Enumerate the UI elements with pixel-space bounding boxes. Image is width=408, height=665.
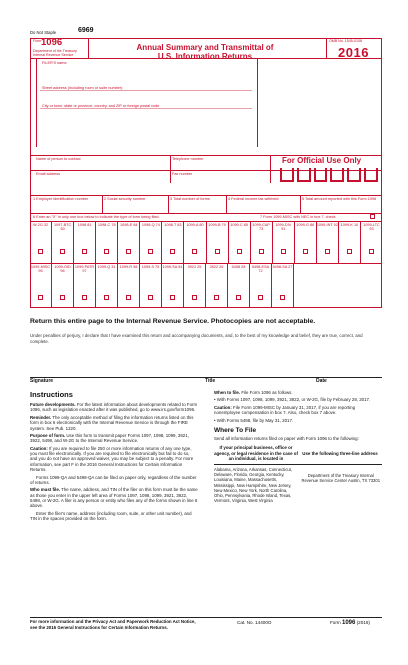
code-checkbox[interactable] xyxy=(258,295,263,300)
form-year: 2016 xyxy=(338,45,369,60)
who-must-file: Who must file. The name, address, and TIN of the filer on this form must be the same as those you enter in the upper left area of Forms 1097, 1098, 1099, 3921, 3922, 5498, or W-2G. A filer is any person or entity who files any of the forms shown in line 6 above. xyxy=(30,487,198,509)
code-cell: 1097-BTC 50 xyxy=(52,221,74,263)
official-use-box xyxy=(314,168,328,182)
where-text: Send all information returns filed on paper with Form 1096 to the following: xyxy=(214,435,359,441)
box1-label: 1 Employer identification number xyxy=(33,197,89,201)
footer-rule xyxy=(30,617,382,618)
code-cell: 1099-MISC 95 xyxy=(30,263,52,308)
code-cell: 5498-SA 27 xyxy=(272,263,294,308)
catalog-number: Cat. No. 14400O xyxy=(237,620,272,625)
fax-field[interactable] xyxy=(172,177,267,183)
code-checkbox[interactable] xyxy=(170,249,175,254)
email-field[interactable] xyxy=(36,177,166,183)
title-field[interactable] xyxy=(222,368,310,377)
irs-address: Department of the Treasury Internal Revenue Service Center Austin, TX 73301 xyxy=(301,472,381,483)
code-checkbox[interactable] xyxy=(60,249,65,254)
code-cell: 1099-S 75 xyxy=(140,263,162,308)
code-checkbox[interactable] xyxy=(192,295,197,300)
code-cell: 1098-Q 74 xyxy=(140,221,162,263)
telephone-field[interactable] xyxy=(172,162,267,170)
street-label: Street address (including room or suite number) xyxy=(42,86,123,90)
code-checkbox[interactable] xyxy=(214,295,219,300)
code-cell: 1098-E 84 xyxy=(118,221,140,263)
contact-name-label: Name of person to contact xyxy=(36,157,81,161)
title-line1: Annual Summary and Transmittal of xyxy=(136,43,274,52)
where-table-header xyxy=(214,445,382,465)
official-use-box xyxy=(297,168,311,182)
caution-misc: Caution: File Form 1099-MISC by January 31, 2017, if you are reporting nonemployee compensation in box 7. Also, check box 7 above. xyxy=(214,404,356,416)
footer-form: Form 1096 (2016) xyxy=(330,620,370,626)
code-cell: 1099-A 80 xyxy=(184,221,206,263)
code-checkbox[interactable] xyxy=(192,249,197,254)
code-cell: 3921 25 xyxy=(184,263,206,308)
code-cell: 1099-SA 94 xyxy=(162,263,184,308)
code-checkbox[interactable] xyxy=(215,249,220,254)
box4-label: 4 Federal income tax withheld xyxy=(228,197,279,201)
code-checkbox[interactable] xyxy=(82,249,87,254)
title-label: Title xyxy=(205,378,216,384)
date-field[interactable] xyxy=(332,368,382,377)
omb-code: 6969 xyxy=(78,27,94,34)
do-not-staple: Do Not Staple xyxy=(30,30,57,35)
when-item-2: • With Forms 5498, file by May 31, 2017. xyxy=(214,417,294,423)
col-address-header: Use the following three-line address xyxy=(302,451,378,457)
return-notice: Return this entire page to the Internal Revenue Service. Photocopies are not acceptable. xyxy=(30,318,316,325)
code-checkbox[interactable] xyxy=(237,249,242,254)
code-cell: 1099-INT 92 xyxy=(317,221,339,263)
title-line2: U.S. Information Returns xyxy=(157,52,253,61)
where-table-row xyxy=(214,467,382,504)
code-checkbox[interactable] xyxy=(325,249,330,254)
code-checkbox[interactable] xyxy=(347,249,352,254)
omb-number: OMB No. 1545-0108 xyxy=(329,39,362,43)
box5-label: 5 Total amount reported with this Form 1096 xyxy=(302,197,377,201)
official-use-box xyxy=(364,168,378,182)
code-checkbox[interactable] xyxy=(126,295,131,300)
code-cell: 1099-DIV 91 xyxy=(273,221,295,263)
code-checkbox[interactable] xyxy=(303,249,308,254)
code-cell: 1099-K 10 xyxy=(339,221,361,263)
email-label: Email address xyxy=(36,172,61,176)
col-location-header: If your principal business, office or agency, or legal residence in the case of an individual, is located in xyxy=(214,445,298,462)
code-checkbox[interactable] xyxy=(170,295,175,300)
caution: Caution: If you are required to file 250 or more information returns of any one type, you must file electronically. If you are required to file electronically but fail to do so, and you do not have an approved waiver, you may be subject to a penalty. For more information, see part F in the 2016 General Instructions for Certain Information Returns. xyxy=(30,445,194,473)
box3-label: 3 Total number of forms xyxy=(170,197,210,201)
code-checkbox[interactable] xyxy=(38,295,43,300)
code-cell: 1099-G 86 xyxy=(295,221,317,263)
enter-filer-info: Enter the filer's name, address (including room, suite, or other unit number), and TIN in the spaces provided on the form. xyxy=(30,510,192,522)
official-use-boxes xyxy=(280,168,378,182)
filer-name-field[interactable] xyxy=(42,66,247,78)
telephone-label: Telephone number xyxy=(172,157,204,161)
box7-checkbox[interactable] xyxy=(370,214,375,219)
box2-label: 2 Social security number xyxy=(104,197,146,201)
code-checkbox[interactable] xyxy=(280,295,285,300)
penalty-statement: Under penalties of perjury, I declare that I have examined this return and accompanying documents, and, to the best of my knowledge and belief, they are true, correct, and complete. xyxy=(30,333,363,344)
code-cell: 1099-PATR 97 xyxy=(74,263,96,308)
code-cell: 5498-ESA 72 xyxy=(250,263,272,308)
official-use-label: For Official Use Only xyxy=(282,156,362,165)
qa-note: Forms 1099-QA and 5498-QA can be filed on paper only, regardless of the number of returns. xyxy=(30,474,197,485)
code-cell: 5498 28 xyxy=(228,263,250,308)
code-checkbox[interactable] xyxy=(148,295,153,300)
signature-field[interactable] xyxy=(58,368,198,377)
filer-name-label: FILER'S name xyxy=(42,61,67,65)
date-label: Date xyxy=(316,378,327,384)
code-checkbox[interactable] xyxy=(104,249,109,254)
instructions-right xyxy=(214,390,382,504)
when-item-1: • With Forms 1097, 1098, 1099, 3921, 3922, or W-2G, file by February 28, 2017. xyxy=(214,397,371,403)
code-cell: 1098 81 xyxy=(74,221,96,263)
code-checkbox[interactable] xyxy=(281,249,286,254)
footer-privacy: For more information and the Privacy Act and Paperwork Reduction Act Notice, see the 2016 General Instructions for Certain Information Returns. xyxy=(30,619,196,630)
contact-name-field[interactable] xyxy=(36,162,166,170)
code-cell: 1099-LTC 93 xyxy=(361,221,382,263)
code-checkbox[interactable] xyxy=(259,249,264,254)
code-checkbox[interactable] xyxy=(236,295,241,300)
form-1096 xyxy=(30,38,382,310)
code-cell: 1099-B 79 xyxy=(207,221,229,263)
when-to-file: When to file. File Form 1096 as follows. xyxy=(214,390,293,395)
codes-row-1 xyxy=(30,221,382,263)
code-checkbox[interactable] xyxy=(126,249,131,254)
code-checkbox[interactable] xyxy=(82,295,87,300)
official-use-box xyxy=(330,168,344,182)
reminder: Reminder. The only acceptable method of filing the information returns listed on this form in box 6 electronically with the Internal Revenue Service is through the FIRE system. See Pub. 1220. xyxy=(30,414,194,431)
form-label: Form xyxy=(33,39,42,43)
instructions-heading: Instructions xyxy=(30,390,73,399)
where-heading: Where To File xyxy=(214,426,257,434)
code-cell: 1099-OID 96 xyxy=(52,263,74,308)
city-label: City or town, state or province, country, and ZIP or foreign postal code xyxy=(42,104,160,108)
code-cell: 1099-R 98 xyxy=(118,263,140,308)
official-use-box xyxy=(280,168,294,182)
code-cell: 1098-C 78 xyxy=(96,221,118,263)
code-cell: W-2G 32 xyxy=(30,221,52,263)
code-checkbox[interactable] xyxy=(38,249,43,254)
code-cell: 1099-C 85 xyxy=(229,221,251,263)
fax-label: Fax number xyxy=(172,172,193,176)
code-cell: 1099-Q 31 xyxy=(96,263,118,308)
code-checkbox[interactable] xyxy=(104,295,109,300)
signature-label: Signature xyxy=(30,378,54,384)
box7-label: 7 Form 1099-MISC with NEC in box 7, check xyxy=(260,215,336,219)
box6-label: 6 Enter an "X" in only one box below to indicate the type of form being filed. xyxy=(33,215,160,219)
codes-row-2 xyxy=(30,263,294,308)
code-cell: 1099-CAP 73 xyxy=(251,221,273,263)
code-checkbox[interactable] xyxy=(369,249,374,254)
code-checkbox[interactable] xyxy=(60,295,65,300)
agency-line1: Department of the Treasury xyxy=(33,49,77,53)
code-cell: 1098-T 83 xyxy=(162,221,184,263)
code-cell: 3922 26 xyxy=(206,263,228,308)
agency-line2: Internal Revenue Service xyxy=(33,53,74,57)
code-checkbox[interactable] xyxy=(148,249,153,254)
official-use-box xyxy=(347,168,361,182)
instructions-left xyxy=(30,390,198,522)
states-list: Alabama, Arizona, Arkansas, Connecticut, Delaware, Florida, Georgia, Kentucky, Louisiana, Maine, Massachusetts, Mississippi, New Hampshire, New Jersey, New Mexico, New York, North Carolina, Ohio, Pennsylvania, Rhode Island, Texas, Vermont, Virginia, West Virginia xyxy=(214,466,292,504)
form-number: 1096 xyxy=(41,37,63,48)
purpose-of-form: Purpose of form. Use this form to transmit paper Forms 1097, 1098, 1099, 3921, 3922, 5498, and W-2G to the Internal Revenue Service. xyxy=(30,432,189,444)
future-developments: Future developments. For the latest information about developments related to Form 1096, such as legislation enacted after it was published, go to www.irs.gov/form1096. xyxy=(30,402,198,413)
